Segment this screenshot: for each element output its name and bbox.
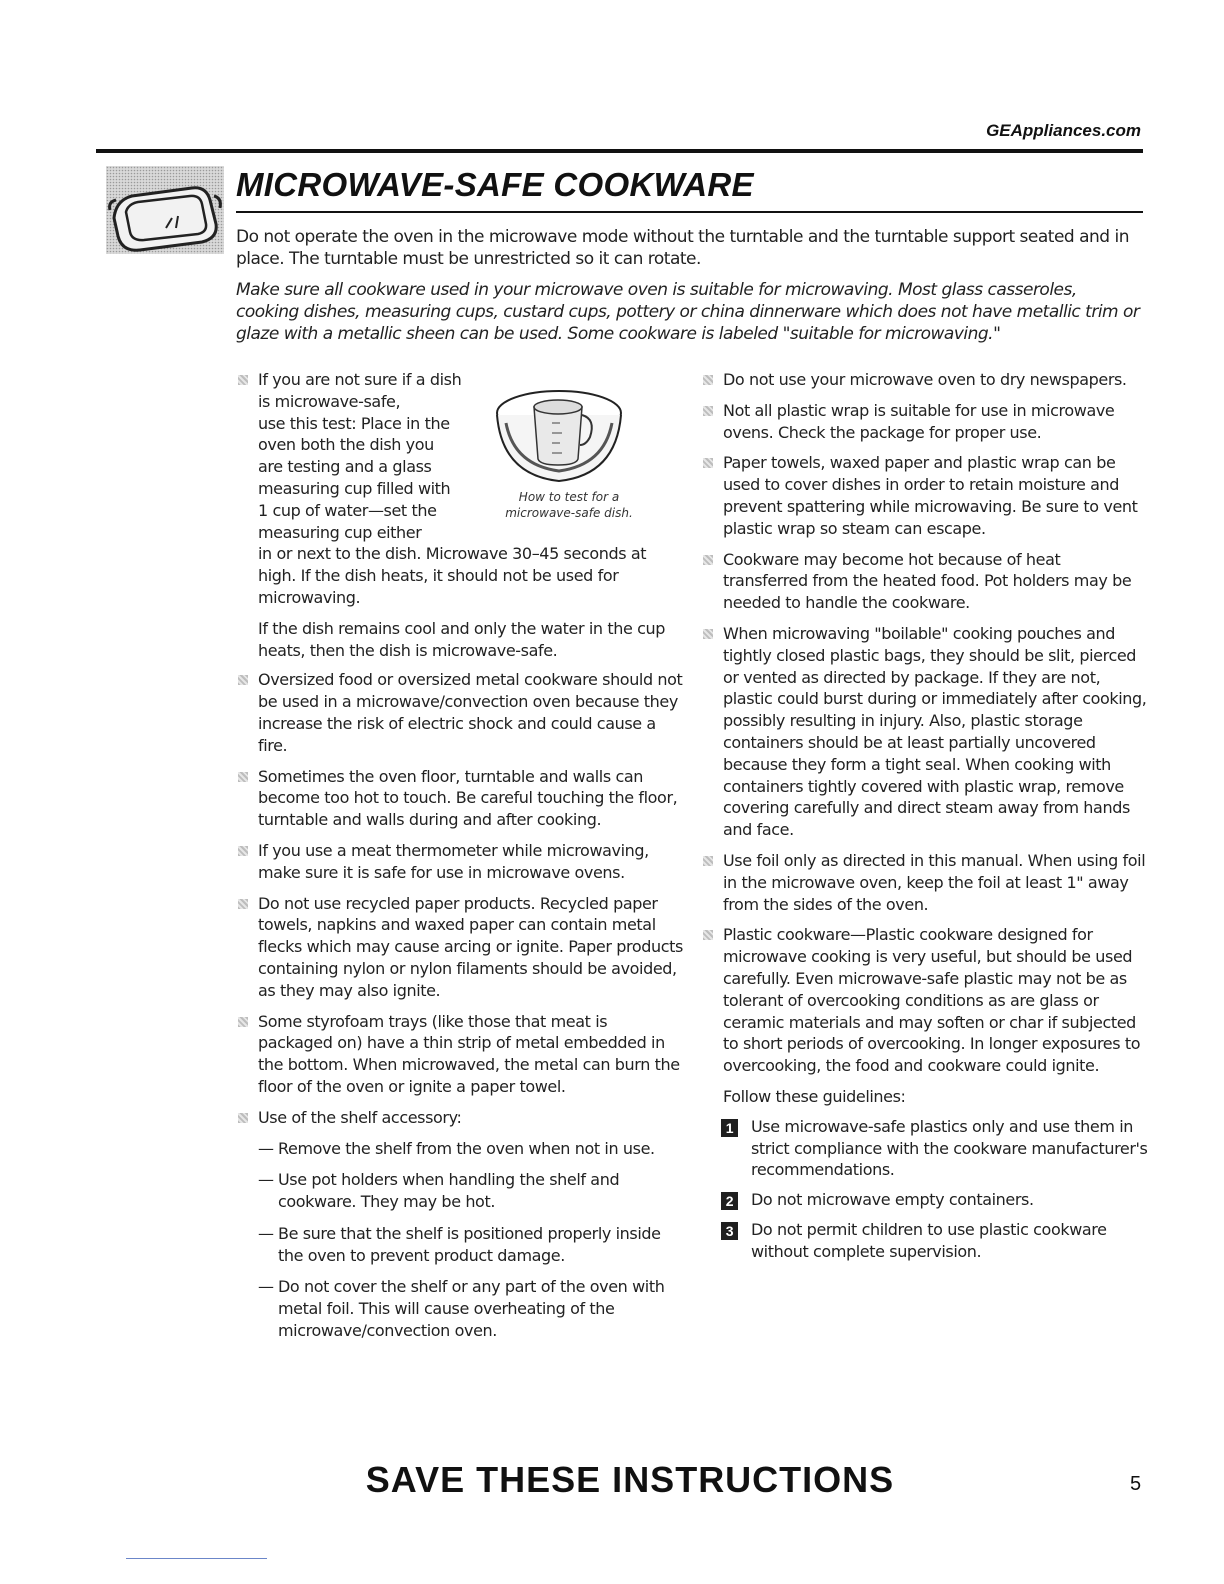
guideline-item: 1 Use microwave-safe plastics only and use them in strict compliance with the cookware manufacturer's recommendations. (703, 1116, 1148, 1181)
right-column (703, 369, 1148, 1270)
casserole-dish-icon (106, 166, 226, 256)
list-item: Paper towels, waxed paper and plastic wrap can be used to cover dishes in order to retain moisture and prevent spattering while microwaving. Be sure to vent plastic wrap so steam can escape. (703, 452, 1148, 539)
bullet-icon (238, 1017, 248, 1027)
list-item-followup: If the dish remains cool and only the water in the cup heats, then the dish is microwave-safe. (258, 618, 665, 660)
footer-rule (126, 1558, 267, 1559)
title-rule (236, 211, 1143, 213)
list-item: Some styrofoam trays (like those that meat is packaged on) have a thin strip of metal embedded in the bottom. When microwaved, the metal can burn the floor of the oven or ignite a paper towel. (238, 1011, 683, 1098)
list-item: Use foil only as directed in this manual. When using foil in the microwave oven, keep the foil at least 1" away from the sides of the oven. (703, 850, 1148, 915)
intro-italic-paragraph: Make sure all cookware used in your microwave oven is suitable for microwaving. Most glass casseroles, cooking dishes, measuring cups, custard cups, pottery or china dinnerware which does not have metallic trim or glaze with a metallic sheen can be used. Some cookware is labeled "suitable for microwaving." (236, 280, 1140, 344)
bullet-icon (703, 555, 713, 565)
list-item: Do not use recycled paper products. Recycled paper towels, napkins and waxed paper can contain metal flecks which may cause arcing or ignite. Paper products containing nylon or nylon filaments should be avoided, as they may also ignite. (238, 893, 683, 1002)
save-instructions-heading: SAVE THESE INSTRUCTIONS (365, 1459, 895, 1500)
bullet-icon (238, 846, 248, 856)
shelf-subitem: — Use pot holders when handling the shelf and cookware. They may be hot. (258, 1170, 620, 1212)
bullet-icon (703, 629, 713, 639)
guideline-item: 3 Do not permit children to use plastic cookware without complete supervision. (703, 1219, 1148, 1263)
bullet-icon (703, 406, 713, 416)
number-badge: 2 (721, 1192, 738, 1210)
figure-caption: How to test for a microwave-safe dish. (505, 490, 633, 520)
bullet-icon (703, 458, 713, 468)
list-item: Use of the shelf accessory: (238, 1107, 683, 1129)
number-badge: 1 (721, 1119, 738, 1137)
list-item: Do not use your microwave oven to dry newspapers. (703, 369, 1148, 391)
bullet-icon (703, 375, 713, 385)
list-item: Cookware may become hot because of heat transferred from the heated food. Pot holders may be needed to handle the cookware. (703, 549, 1148, 614)
number-badge: 3 (721, 1222, 738, 1240)
header-rule (96, 149, 1143, 153)
bullet-icon (238, 675, 248, 685)
shelf-subitem: — Do not cover the shelf or any part of the oven with metal foil. This will cause overheating of the microwave/convection oven. (258, 1277, 665, 1341)
list-item: Oversized food or oversized metal cookware should not be used in a microwave/convection oven because they increase the risk of electric shock and could cause a fire. (238, 669, 683, 756)
intro-paragraph: Do not operate the oven in the microwave mode without the turntable and the turntable support seated and in place. The turntable must be unrestricted so it can rotate. (236, 227, 1129, 269)
bullet-icon (238, 899, 248, 909)
list-item: If you are not sure if a dish is microwave-safe, use this test: Place in the oven both the dish you are testing and a glass measuring cup filled with 1 cup of water—set the measuring cup either in or next to the dish. Microwave 30–45 seconds at high. If the dish heats, it should not be used for microwaving. (238, 369, 683, 609)
bullet-icon (238, 375, 248, 385)
site-url: GEAppliances.com (986, 121, 1141, 140)
list-item: If you use a meat thermometer while microwaving, make sure it is safe for use in microwave ovens. (238, 840, 683, 884)
shelf-subitem: — Be sure that the shelf is positioned properly inside the oven to prevent product damage. (258, 1223, 661, 1265)
bullet-icon (238, 1113, 248, 1123)
bullet-icon (703, 856, 713, 866)
left-column (238, 369, 683, 1352)
guidelines-intro: Follow these guidelines: (723, 1086, 906, 1106)
page-title: MICROWAVE-SAFE COOKWARE (236, 166, 754, 203)
guideline-item: 2 Do not microwave empty containers. (703, 1189, 1148, 1211)
list-item: Not all plastic wrap is suitable for use in microwave ovens. Check the package for proper use. (703, 400, 1148, 444)
shelf-subitem: — Remove the shelf from the oven when not in use. (258, 1138, 655, 1158)
list-item: Sometimes the oven floor, turntable and walls can become too hot to touch. Be careful touching the floor, turntable and walls during and after cooking. (238, 766, 683, 831)
bullet-icon (238, 772, 248, 782)
bullet-icon (703, 930, 713, 940)
page-number: 5 (1130, 1473, 1142, 1495)
list-item: Plastic cookware—Plastic cookware designed for microwave cooking is very useful, but should be used carefully. Even microwave-safe plastic may not be as tolerant of overcooking conditions as are glass or ceramic materials and may soften or char if subjected to short periods of overcooking. In longer exposures to overcooking, the food and cookware could ignite. (703, 924, 1148, 1077)
list-item: When microwaving "boilable" cooking pouches and tightly closed plastic bags, they should be slit, pierced or vented as directed by package. If they are not, plastic could burst during or immediately after cooking, possibly resulting in injury. Also, plastic storage containers should be at least partially uncovered because they form a tight seal. When cooking with containers tightly covered with plastic wrap, remove covering carefully and direct steam away from hands and face. (703, 623, 1148, 841)
